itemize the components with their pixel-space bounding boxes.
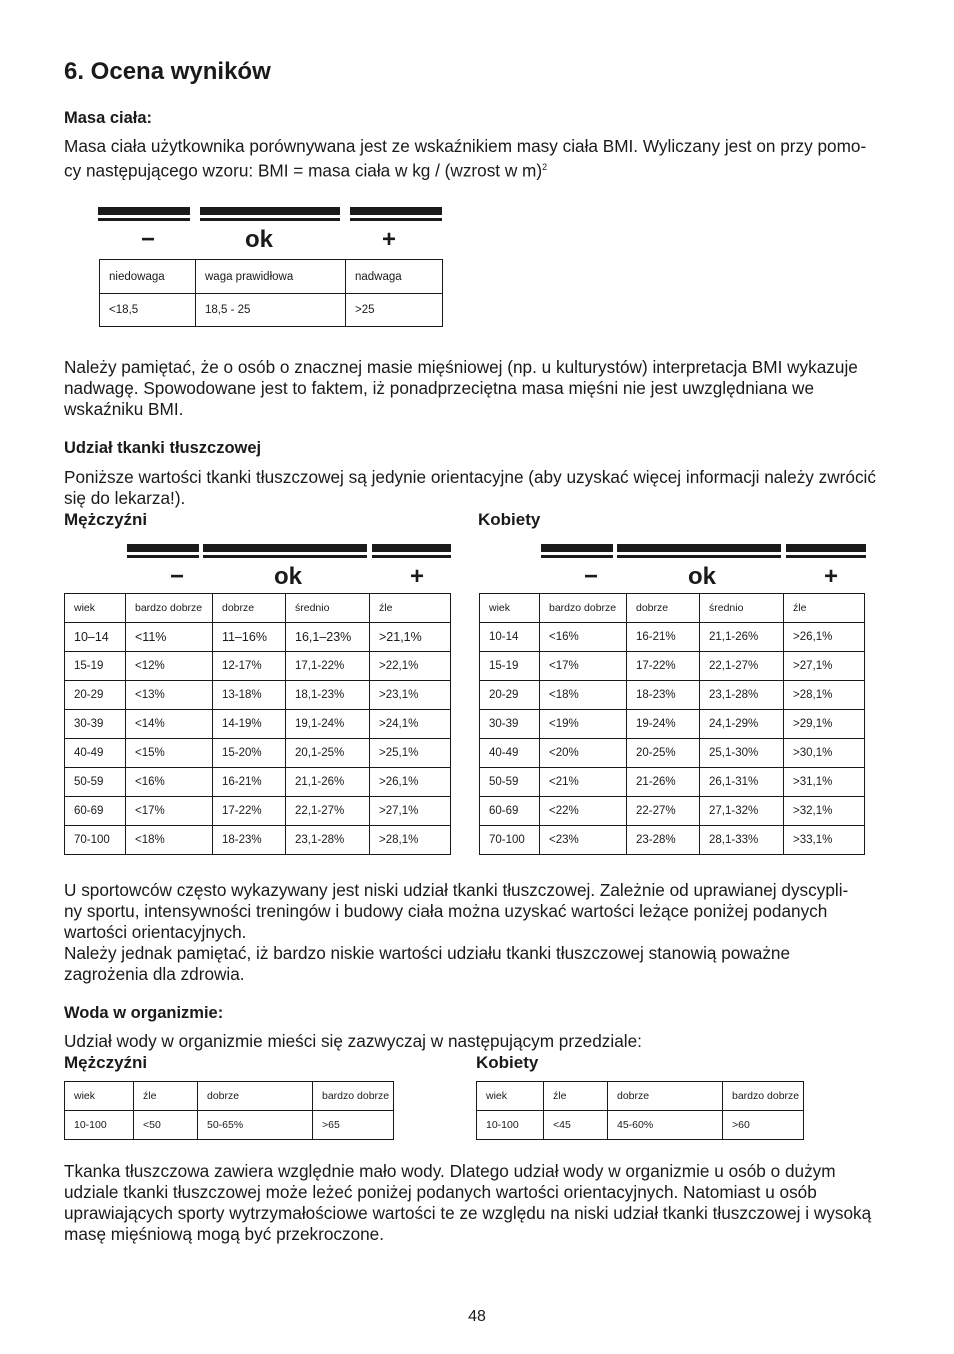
fat-value-cell: 26,1-31%: [700, 768, 784, 797]
water-value-cell: 45-60%: [608, 1111, 723, 1140]
fat-value-cell: 23,1-28%: [286, 826, 370, 855]
water-note-line-1: Tkanka tłuszczowa zawiera względnie mało wody. Dlatego udział wody w organizmie u osób o dużym: [64, 1161, 836, 1181]
bmi-heading: Masa ciała:: [64, 109, 153, 127]
fat-value-cell: 19,1-24%: [286, 710, 370, 739]
fat-value-cell: >33,1%: [784, 826, 865, 855]
bmi-table: [99, 259, 443, 327]
fat-value-cell: 25,1-30%: [700, 739, 784, 768]
fat-value-cell: >27,1%: [784, 652, 865, 681]
fat-value-cell: >29,1%: [784, 710, 865, 739]
fat-value-cell: 50-59: [65, 768, 126, 797]
table-row: [480, 768, 865, 797]
fat-header-cell: wiek: [65, 594, 126, 623]
table-row: [65, 681, 451, 710]
water-value-cell: <50: [134, 1111, 198, 1140]
plus-icon: +: [409, 563, 425, 590]
ok-icon: ok: [687, 563, 717, 590]
fat-men-label: Mężczyźni: [64, 510, 148, 529]
fat-note-line-1: U sportowców często wykazywany jest niski udział tkanki tłuszczowej. Zależnie od uprawianej dyscypli-: [64, 880, 849, 900]
water-women-label: Kobiety: [476, 1053, 539, 1072]
fat-value-cell: 20-29: [65, 681, 126, 710]
bmi-note-line-3: wskaźniku BMI.: [64, 399, 184, 419]
fat-note-line-2: ny sportu, intensywności treningów i budowy ciała można uzyskać wartości leżące poniżej podanych: [64, 901, 828, 921]
fat-value-cell: 60-69: [480, 797, 540, 826]
table-row: [65, 797, 451, 826]
fat-value-cell: <11%: [126, 623, 213, 652]
table-row: [480, 739, 865, 768]
fat-header-cell: źle: [370, 594, 451, 623]
fat-value-cell: >27,1%: [370, 797, 451, 826]
fat-value-cell: 18-23%: [627, 681, 700, 710]
indicator-bar-plus: [350, 207, 442, 215]
water-header-cell: bardzo dobrze: [723, 1082, 804, 1111]
water-value-cell: 10-100: [477, 1111, 544, 1140]
fat-value-cell: 50-59: [480, 768, 540, 797]
indicator-bar-minus: [98, 207, 190, 215]
water-intro-line: Udział wody w organizmie mieści się zazwyczaj w następującym przedziale:: [64, 1031, 642, 1051]
fat-value-cell: 17-22%: [213, 797, 286, 826]
table-row: [480, 652, 865, 681]
fat-header-cell: bardzo dobrze: [126, 594, 213, 623]
fat-value-cell: >24,1%: [370, 710, 451, 739]
fat-women-label: Kobiety: [478, 510, 541, 529]
fat-value-cell: <16%: [540, 623, 627, 652]
page-number: 48: [468, 1308, 486, 1325]
fat-value-cell: 16,1–23%: [286, 623, 370, 652]
fat-value-cell: >26,1%: [784, 623, 865, 652]
fat-value-cell: 11–16%: [213, 623, 286, 652]
water-header-cell: wiek: [65, 1082, 134, 1111]
fat-header-cell: średnio: [700, 594, 784, 623]
fat-value-cell: <18%: [126, 826, 213, 855]
table-row: [65, 768, 451, 797]
fat-value-cell: >28,1%: [370, 826, 451, 855]
indicator-bar-ok: [200, 207, 340, 215]
fat-value-cell: <17%: [540, 652, 627, 681]
fat-value-cell: >23,1%: [370, 681, 451, 710]
fat-women-table: [479, 593, 865, 855]
fat-value-cell: >21,1%: [370, 623, 451, 652]
water-men-table: [64, 1081, 394, 1140]
table-row: [480, 797, 865, 826]
fat-value-cell: 20-25%: [627, 739, 700, 768]
fat-value-cell: <16%: [126, 768, 213, 797]
fat-value-cell: 16-21%: [627, 623, 700, 652]
bmi-header-cell: nadwaga: [346, 260, 443, 294]
table-row: [65, 652, 451, 681]
fat-value-cell: 23,1-28%: [700, 681, 784, 710]
bmi-note-line-2: nadwagę. Spowodowane jest to faktem, iż ponadprzeciętna masa mięśni nie jest uwzględniana we: [64, 378, 815, 398]
indicator-bar-plus: [786, 544, 866, 552]
bmi-note-line-1: Należy pamiętać, że o osób o znacznej masie mięśniowej (np. u kulturystów) interpretacja BMI wykazuje: [64, 357, 858, 377]
fat-value-cell: 22-27%: [627, 797, 700, 826]
water-note-line-2: udziale tkanki tłuszczowej może leżeć poniżej podanych wartości orientacyjnych. Natomiast u osób: [64, 1182, 817, 1202]
fat-value-cell: >31,1%: [784, 768, 865, 797]
water-note-line-3: uprawiających sporty wytrzymałościowe wartości te ze względu na niski udział tkanki tłuszczowej i wysoką: [64, 1203, 872, 1223]
fat-value-cell: 27,1-32%: [700, 797, 784, 826]
water-note: [64, 1161, 871, 1245]
minus-icon: −: [583, 563, 599, 590]
fat-value-cell: 22,1-27%: [286, 797, 370, 826]
fat-value-cell: <12%: [126, 652, 213, 681]
fat-header-cell: dobrze: [627, 594, 700, 623]
page-title: 6. Ocena wyników: [64, 58, 271, 85]
indicator-bar-ok: [617, 544, 781, 552]
fat-value-cell: 40-49: [480, 739, 540, 768]
fat-value-cell: 16-21%: [213, 768, 286, 797]
indicator-bar-minus: [541, 544, 613, 552]
indicator-bar-ok: [203, 544, 367, 552]
fat-value-cell: <19%: [540, 710, 627, 739]
fat-note: [64, 880, 848, 985]
table-row: [100, 260, 443, 294]
table-row: [65, 739, 451, 768]
fat-value-cell: <22%: [540, 797, 627, 826]
fat-value-cell: <18%: [540, 681, 627, 710]
fat-header-cell: źle: [784, 594, 865, 623]
plus-icon: +: [381, 226, 397, 253]
fat-value-cell: 15-19: [480, 652, 540, 681]
fat-value-cell: 24,1-29%: [700, 710, 784, 739]
fat-value-cell: <23%: [540, 826, 627, 855]
fat-value-cell: 22,1-27%: [700, 652, 784, 681]
minus-icon: −: [169, 563, 185, 590]
fat-value-cell: 17,1-22%: [286, 652, 370, 681]
fat-value-cell: 70-100: [65, 826, 126, 855]
fat-value-cell: 21-26%: [627, 768, 700, 797]
table-row: [65, 1082, 394, 1111]
fat-value-cell: >30,1%: [784, 739, 865, 768]
bmi-value-cell: 18,5 - 25: [196, 294, 346, 327]
fat-value-cell: 21,1-26%: [700, 623, 784, 652]
fat-value-cell: 10–14: [65, 623, 126, 652]
table-header-row: [480, 594, 865, 623]
fat-value-cell: 10-14: [480, 623, 540, 652]
fat-value-cell: 23-28%: [627, 826, 700, 855]
plus-icon: +: [823, 563, 839, 590]
fat-note-line-3: wartości orientacyjnych.: [64, 922, 247, 942]
fat-header-cell: dobrze: [213, 594, 286, 623]
bmi-header-cell: niedowaga: [100, 260, 196, 294]
fat-value-cell: <20%: [540, 739, 627, 768]
fat-value-cell: 40-49: [65, 739, 126, 768]
fat-value-cell: >32,1%: [784, 797, 865, 826]
fat-value-cell: 30-39: [480, 710, 540, 739]
fat-header-cell: średnio: [286, 594, 370, 623]
fat-value-cell: <15%: [126, 739, 213, 768]
fat-value-cell: 14-19%: [213, 710, 286, 739]
fat-note-line-5: zagrożenia dla zdrowia.: [64, 964, 245, 984]
fat-value-cell: <13%: [126, 681, 213, 710]
fat-intro-line-1: Poniższe wartości tkanki tłuszczowej są jedynie orientacyjne (aby uzyskać więcej informacji należy zwrócić: [64, 467, 876, 487]
fat-value-cell: 20,1-25%: [286, 739, 370, 768]
table-row: [480, 710, 865, 739]
fat-header-cell: wiek: [480, 594, 540, 623]
fat-value-cell: <21%: [540, 768, 627, 797]
water-header-cell: bardzo dobrze: [313, 1082, 394, 1111]
fat-value-cell: <14%: [126, 710, 213, 739]
water-header-cell: źle: [134, 1082, 198, 1111]
water-header-cell: dobrze: [198, 1082, 313, 1111]
fat-value-cell: >28,1%: [784, 681, 865, 710]
table-row: [65, 1111, 394, 1140]
table-row: [480, 681, 865, 710]
fat-header-cell: bardzo dobrze: [540, 594, 627, 623]
table-row: [477, 1111, 804, 1140]
fat-value-cell: 18,1-23%: [286, 681, 370, 710]
table-row: [480, 623, 865, 652]
table-row: [477, 1082, 804, 1111]
fat-value-cell: 28,1-33%: [700, 826, 784, 855]
fat-intro-line-2: się do lekarza!).: [64, 488, 186, 508]
water-header-cell: wiek: [477, 1082, 544, 1111]
table-row: [65, 710, 451, 739]
fat-value-cell: 15-20%: [213, 739, 286, 768]
fat-heading: Udział tkanki tłuszczowej: [64, 439, 262, 457]
water-intro: [64, 1031, 642, 1052]
fat-value-cell: 13-18%: [213, 681, 286, 710]
table-row: [65, 826, 451, 855]
fat-value-cell: 17-22%: [627, 652, 700, 681]
bmi-intro-line-2: [64, 157, 866, 182]
water-men-label: Mężczyźni: [64, 1053, 148, 1072]
water-note-line-4: masę mięśniową mogą być przekroczone.: [64, 1224, 385, 1244]
fat-men-table: [64, 593, 451, 855]
water-value-cell: <45: [544, 1111, 608, 1140]
table-row: [480, 826, 865, 855]
fat-value-cell: 70-100: [480, 826, 540, 855]
bmi-intro-line-2-text: cy następującego wzoru: BMI = masa ciała w kg / (wzrost w m): [64, 160, 543, 181]
water-value-cell: >60: [723, 1111, 804, 1140]
bmi-intro: [64, 136, 866, 182]
indicator-bar-minus: [127, 544, 199, 552]
fat-value-cell: 60-69: [65, 797, 126, 826]
minus-icon: −: [140, 226, 156, 253]
fat-value-cell: >25,1%: [370, 739, 451, 768]
table-row: [100, 294, 443, 327]
water-heading: Woda w organizmie:: [64, 1004, 224, 1022]
water-value-cell: 10-100: [65, 1111, 134, 1140]
fat-value-cell: <17%: [126, 797, 213, 826]
fat-value-cell: 21,1-26%: [286, 768, 370, 797]
fat-value-cell: >26,1%: [370, 768, 451, 797]
bmi-header-cell: waga prawidłowa: [196, 260, 346, 294]
superscript: 2: [542, 162, 548, 172]
water-women-table: [476, 1081, 804, 1140]
fat-value-cell: 18-23%: [213, 826, 286, 855]
bmi-value-cell: >25: [346, 294, 443, 327]
water-value-cell: >65: [313, 1111, 394, 1140]
fat-value-cell: 19-24%: [627, 710, 700, 739]
water-header-cell: źle: [544, 1082, 608, 1111]
fat-value-cell: 15-19: [65, 652, 126, 681]
bmi-value-cell: <18,5: [100, 294, 196, 327]
table-row: [65, 623, 451, 652]
table-header-row: [65, 594, 451, 623]
fat-value-cell: 12-17%: [213, 652, 286, 681]
water-header-cell: dobrze: [608, 1082, 723, 1111]
bmi-intro-line-1: Masa ciała użytkownika porównywana jest ze wskaźnikiem masy ciała BMI. Wyliczany jest on przy pomo-: [64, 136, 867, 156]
fat-intro: [64, 467, 876, 509]
ok-icon: ok: [273, 563, 303, 590]
water-value-cell: 50-65%: [198, 1111, 313, 1140]
indicator-bar-plus: [372, 544, 451, 552]
fat-note-line-4: Należy jednak pamiętać, iż bardzo niskie wartości udziału tkanki tłuszczowej stanowią poważne: [64, 943, 791, 963]
fat-value-cell: >22,1%: [370, 652, 451, 681]
fat-value-cell: 30-39: [65, 710, 126, 739]
ok-icon: ok: [244, 226, 274, 253]
bmi-note: [64, 357, 858, 420]
fat-value-cell: 20-29: [480, 681, 540, 710]
